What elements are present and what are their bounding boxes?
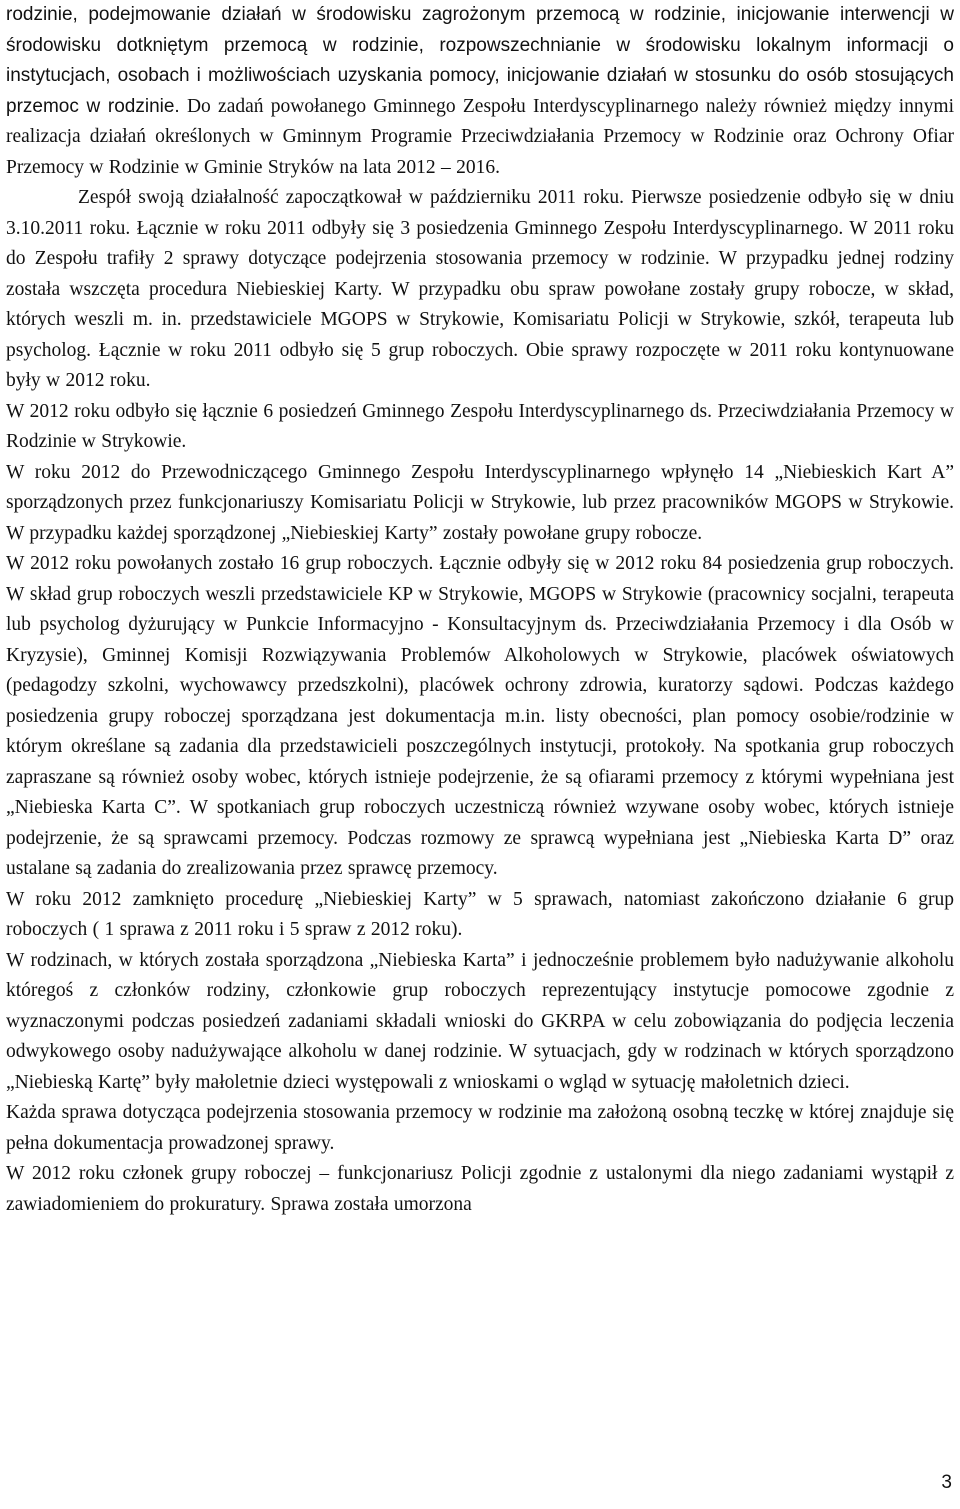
paragraph-working-groups: W 2012 roku powołanych zostało 16 grup roboczych. Łącznie odbyły się w 2012 roku 84 posiedzenia grup roboczych. W skład grup roboczych weszli przedstawiciele KP w Strykowie, MGOPS w Strykowie (pracownicy socjalni, terapeuta lub psycholog dyżurujący w Punkcie Informacyjno - Konsultacyjnym ds. Przeciwdziałania Przemocy i dla Osób w Kryzysie), Gminnej Komisji Rozwiązywania Problemów Alkoholowych w Strykowie, placówek oświatowych (pedagodzy szkolni, wychowawcy przedszkolni), placówek ochrony zdrowia, kuratorzy sądowi. Podczas każdego posiedzenia grupy roboczej sporządzana jest dokumentacja m.in. listy obecności, plan pomocy osobie/rodzinie w którym określane są zadania dla przedstawicieli poszczególnych instytucji, protokoły. Na spotkania grup roboczych zapraszane są również osoby wobec, których istnieje podejrzenie, że są ofiarami przemocy z którymi wypełniana jest „Niebieska Karta C”. W spotkaniach grup roboczych uczestniczą również wzywane osoby wobec, których istnieje podejrzenie, że są sprawcami przemocy. Podczas rozmowy ze sprawcą wypełniana jest „Niebieska Karta D” oraz ustalane są zadania do zrealizowania przez sprawcę przemocy. [6,553,954,879]
paragraph-blue-cards: W roku 2012 do Przewodniczącego Gminnego Zespołu Interdyscyplinarnego wpłynęło 14 „Niebieskich Kart A” sporządzonych przez funkcjonariuszy Komisariatu Policji w Strykowie, lub przez pracowników MGOPS w Strykowie. W przypadku każdej sporządzonej „Niebieskiej Karty” zostały powołane grupy robocze. [6,461,954,544]
intro-paragraph [6,0,954,183]
paragraph-2012-meetings: W 2012 roku odbyło się łącznie 6 posiedzeń Gminnego Zespołu Interdyscyplinarnego ds. Przeciwdziałania Przemocy w Rodzinie w Strykowie. [6,400,954,452]
paragraph-closed-procedures: W roku 2012 zamknięto procedurę „Niebieskiej Karty” w 5 sprawach, natomiast zakończono działanie 6 grup roboczych ( 1 sprawa z 2011 roku i 5 spraw z 2012 roku). [6,888,954,940]
paragraph-case-files: Każda sprawa dotycząca podejrzenia stosowania przemocy w rodzinie ma założoną osobną teczkę w której znajduje się pełna dokumentacja prowadzonej sprawy. [6,1102,954,1154]
paragraph-prosecution: W 2012 roku członek grupy roboczej – funkcjonariusz Policji zgodnie z ustalonymi dla niego zadaniami wystąpił z zawiadomieniem do prokuratury. Sprawa została umorzona [6,1163,954,1215]
intro-tail-text: Do zadań powołanego Gminnego Zespołu Interdyscyplinarnego należy również między innymi realizacja działań określonych w Gminnym Programie Przeciwdziałania Przemocy w Rodzinie oraz Ochrony Ofiar Przemocy w Rodzinie w Gminie Stryków na lata 2012 – 2016. [6,95,954,178]
paragraph-alcohol-families: W rodzinach, w których została sporządzona „Niebieska Karta” i jednocześnie problemem było nadużywanie alkoholu któregoś z członków rodziny, członkowie grup roboczych reprezentujący instytucje pomocowe zgodnie z wyznaczonymi podczas posiedzeń zadaniami składali wnioski do GKRPA w celu zobowiązania do podjęcia leczenia odwykowego osoby nadużywające alkoholu w danej rodzinie. W sytuacjach, gdy w rodzinach w których sporządzono „Niebieską Kartę” były małoletnie dzieci występowali z wnioskami o wgląd w sytuację małoletnich dzieci. [6,949,954,1093]
page-number: 3 [941,1472,952,1493]
paragraph-team-activity: Zespół swoją działalność zapoczątkował w październiku 2011 roku. Pierwsze posiedzenie odbyło się w dniu 3.10.2011 roku. Łącznie w roku 2011 odbyły się 3 posiedzenia Gminnego Zespołu Interdyscyplinarnego. W 2011 roku do Zespołu trafiły 2 sprawy dotyczące podejrzenia stosowania przemocy w rodzinie. W przypadku jednej rodziny została wszczęta procedura Niebieskiej Karty. W przypadku obu spraw powołane zostały grupy robocze, w skład, których weszli m. in. przedstawiciele MGOPS w Strykowie, Komisariatu Policji w Strykowie, szkół, terapeuta lub psycholog. Łącznie w roku 2011 odbyło się 5 grup roboczych. Obie sprawy rozpoczęte w 2011 roku kontynuowane były w 2012 roku. [6,187,954,391]
intro-lead-text: rodzinie, podejmowanie działań w środowisku zagrożonym przemocą w rodzinie, inicjowanie interwencji w środowisku dotkniętym przemocą w rodzinie, rozpowszechnianie w środowisku lokalnym informacji o instytucjach, osobach i możliwościach uzyskania pomocy, inicjowanie działań w stosunku do osób stosujących przemoc w rodzinie. [6,4,954,117]
